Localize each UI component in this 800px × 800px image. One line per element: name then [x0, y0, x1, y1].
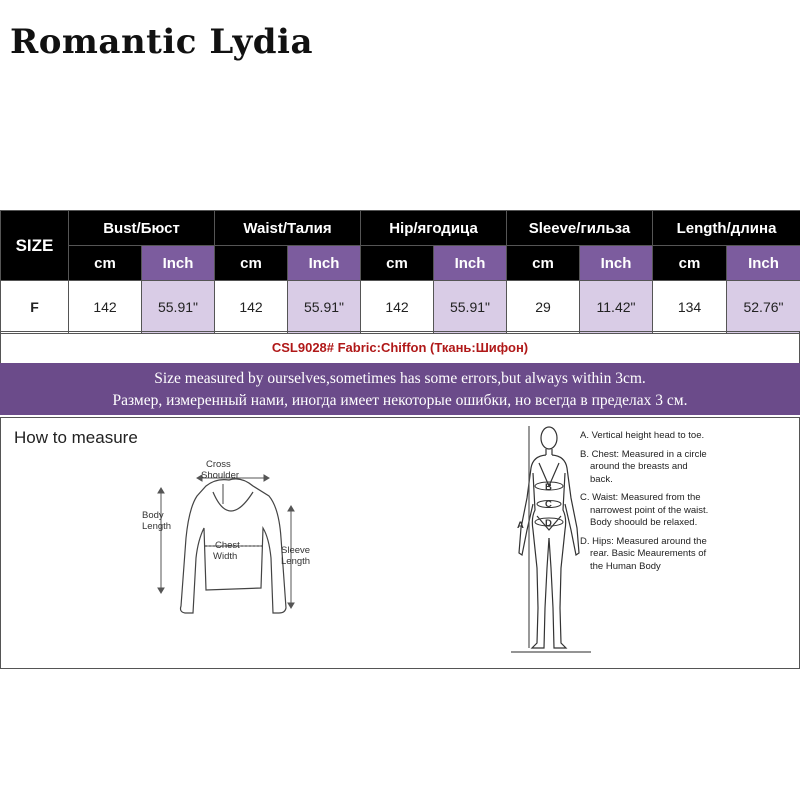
- waist-inch-cell: 55.91": [288, 281, 361, 334]
- waist-cm-cell: 142: [215, 281, 288, 334]
- unit-cm: cm: [361, 246, 434, 281]
- table-row: [1, 281, 800, 334]
- group-header-length: Length/длина: [653, 211, 800, 246]
- legend-item: D. Hips: Measured around the rear. Basic Meaurements of the Human Body: [580, 535, 707, 572]
- measure-legend: [580, 430, 710, 579]
- hip-inch-cell: 55.91": [434, 281, 507, 334]
- body-length-label: Body: [142, 510, 164, 521]
- unit-inch: Inch: [434, 246, 507, 281]
- size-header: SIZE: [1, 211, 69, 281]
- unit-inch: Inch: [288, 246, 361, 281]
- legend-item: C. Waist: Measured from the narrowest point of the waist. Body shoould be relaxed.: [580, 492, 709, 528]
- unit-inch: Inch: [580, 246, 653, 281]
- hip-cm-cell: 142: [361, 281, 434, 334]
- cross-shoulder-label: Cross: [206, 459, 231, 470]
- body-figure-diagram: [511, 426, 591, 652]
- table-header-groups: [1, 211, 800, 246]
- size-chart-table: [0, 210, 800, 334]
- body-length-label: Length: [142, 521, 172, 532]
- sleeve-length-label: Length: [281, 556, 311, 567]
- marker-d: D: [545, 518, 552, 529]
- fabric-line: CSL9028# Fabric:Chiffon (Ткань:Шифон): [0, 331, 800, 365]
- unit-cm: cm: [69, 246, 142, 281]
- sleeve-length-label: Sleeve: [281, 545, 311, 556]
- group-header-sleeve: Sleeve/гильза: [507, 211, 653, 246]
- marker-a: A: [517, 520, 524, 531]
- sleeve-inch-cell: 11.42": [580, 281, 653, 334]
- bust-cm-cell: 142: [69, 281, 142, 334]
- unit-cm: cm: [653, 246, 727, 281]
- legend-item: A. Vertical height head to toe.: [580, 430, 705, 441]
- sleeve-cm-cell: 29: [507, 281, 580, 334]
- brand-logo: Romantic Lydia: [10, 22, 313, 62]
- cross-shoulder-label: Shoulder: [201, 470, 240, 481]
- unit-cm: cm: [215, 246, 288, 281]
- unit-inch: Inch: [142, 246, 215, 281]
- unit-cm: cm: [507, 246, 580, 281]
- legend-item: B. Chest: Measured in a circle around the breasts and back.: [580, 448, 707, 485]
- chest-width-label: Width: [213, 551, 238, 562]
- notice-line-russian: Размер, измеренный нами, иногда имеет некоторые ошибки, но всегда в пределах 3 см.: [112, 392, 688, 409]
- group-header-bust: Bust/Бюст: [69, 211, 215, 246]
- marker-b: B: [545, 482, 552, 493]
- chest-width-label: Chest: [215, 540, 240, 551]
- unit-inch: Inch: [727, 246, 800, 281]
- notice-line-english: Size measured by ourselves,sometimes has some errors,but always within 3cm.: [154, 370, 646, 387]
- group-header-hip: Hip/ягодица: [361, 211, 507, 246]
- table-header-units: [1, 246, 800, 281]
- size-value: F: [1, 281, 69, 334]
- bust-inch-cell: 55.91": [142, 281, 215, 334]
- how-to-measure-panel: [0, 417, 800, 669]
- measurement-notice: [0, 363, 800, 415]
- length-inch-cell: 52.76": [727, 281, 800, 334]
- how-to-measure-title: How to measure: [14, 428, 138, 447]
- marker-c: C: [545, 499, 552, 510]
- group-header-waist: Waist/Талия: [215, 211, 361, 246]
- length-cm-cell: 134: [653, 281, 727, 334]
